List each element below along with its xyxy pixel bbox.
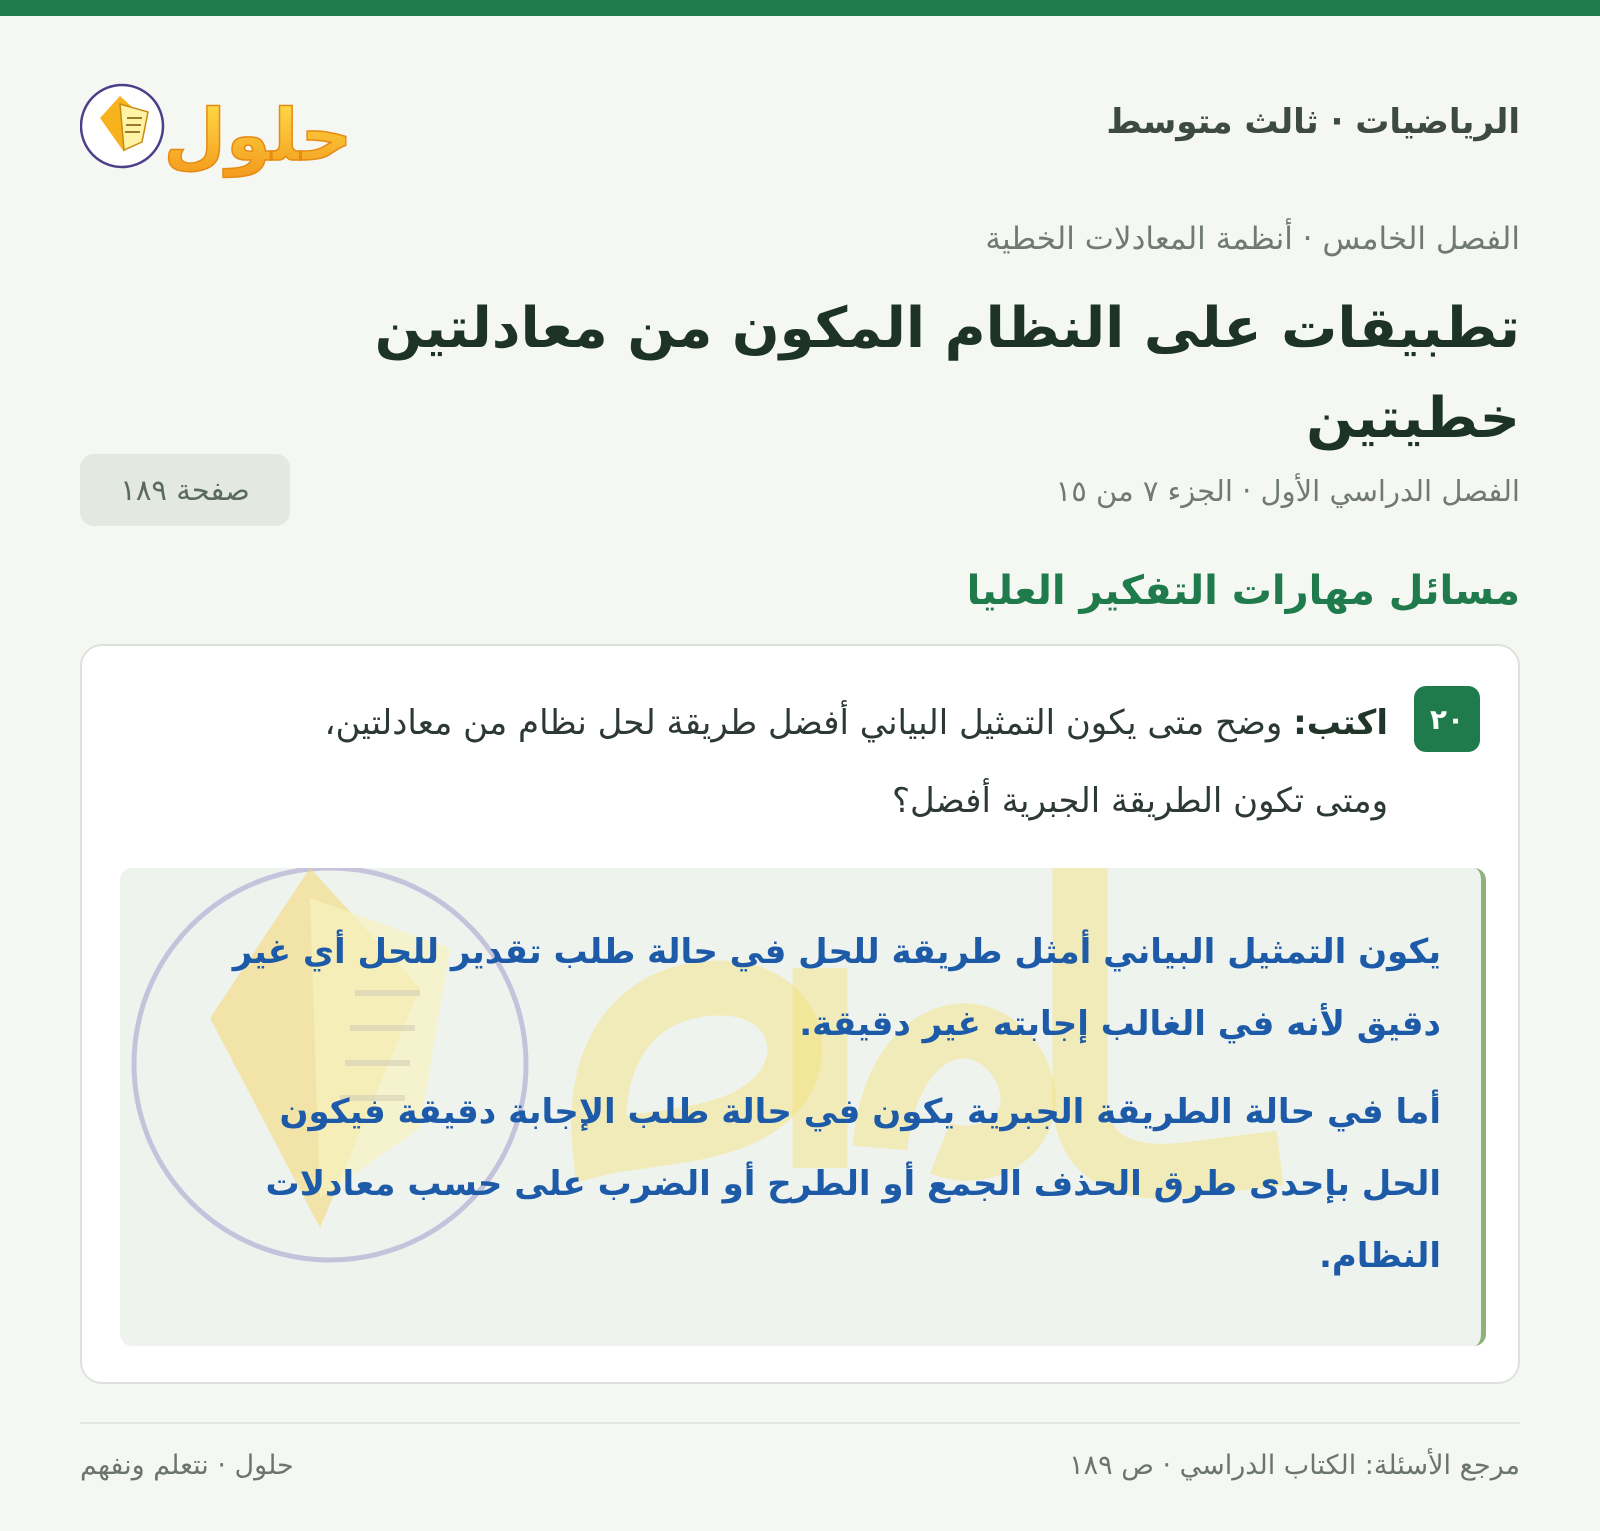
header xyxy=(80,16,1520,226)
question-text xyxy=(288,684,1388,840)
footer-divider xyxy=(80,1422,1520,1424)
logo-wordmark: حلول xyxy=(163,93,352,177)
question-label: اكتب: xyxy=(1293,703,1388,743)
answer-paragraph-1: يكون التمثيل البياني أمثل طريقة للحل في حالة طلب تقدير للحل أي غير دقيق لأنه في الغالب إجابته غير دقيقة. xyxy=(232,932,1441,1044)
answer-text xyxy=(201,916,1441,1292)
subject-grade-line: الرياضيات · ثالث متوسط xyxy=(1106,102,1520,142)
answer-box xyxy=(120,868,1486,1346)
page-number-chip[interactable]: صفحة ١٨٩ xyxy=(80,454,290,526)
answer-paragraph-2: أما في حالة الطريقة الجبرية يكون في حالة طلب الإجابة دقيقة فيكون الحل بإحدى طرق الحذف الجمع أو الطرح أو الضرب على حسب معادلات النظام. xyxy=(265,1092,1441,1276)
hulul-logo[interactable] xyxy=(80,68,352,188)
question-card xyxy=(80,644,1520,1384)
question-number-badge: ٢٠ xyxy=(1414,686,1480,752)
section-title: مسائل مهارات التفكير العليا xyxy=(966,568,1520,614)
lesson-title: تطبيقات على النظام المكون من معادلتين خطيتين xyxy=(374,296,1520,451)
footer-brand[interactable]: حلول · نتعلم ونفهم xyxy=(80,1450,294,1481)
top-accent-bar xyxy=(0,0,1600,16)
chapter-line: الفصل الخامس · أنظمة المعادلات الخطية xyxy=(985,221,1520,257)
page xyxy=(80,16,1520,1516)
footer-reference: مرجع الأسئلة: الكتاب الدراسي · ص ١٨٩ xyxy=(1069,1450,1520,1481)
question-body: وضح متى يكون التمثيل البياني أفضل طريقة لحل نظام من معادلتين، ومتى تكون الطريقة الجبرية أفضل؟ xyxy=(324,703,1388,821)
term-part-line: الفصل الدراسي الأول · الجزء ٧ من ١٥ xyxy=(1055,474,1520,508)
